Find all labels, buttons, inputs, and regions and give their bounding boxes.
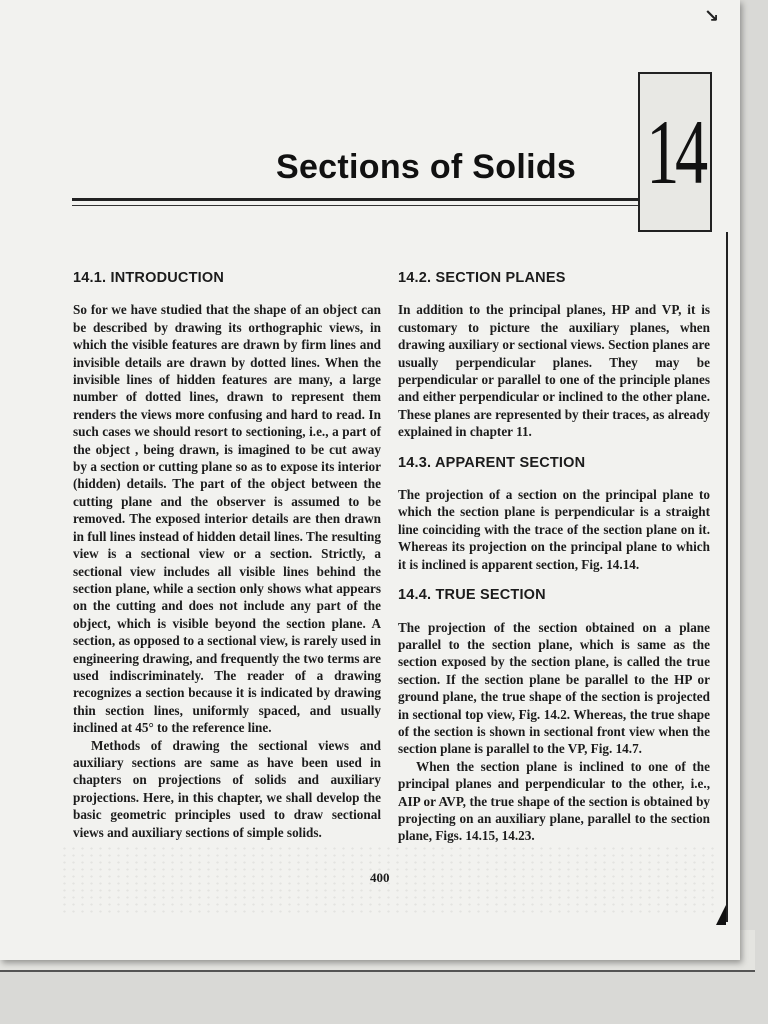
title-rule-thick (72, 198, 638, 201)
true-section-text-2: When the section plane is inclined to one of the principal planes and perpendicular to the other, i.e., AIP or AVP, the true shape of the section is obtained by projecting on an auxiliary plane, parallel to the section plane, Figs. 14.15, 14.23. (398, 758, 710, 844)
right-column (398, 270, 710, 845)
true-section-text-1: The projection of the section obtained on a plane parallel to the section plane, which is same as the section exposed by the section plane, is called the true section. If the section plane be parallel to the HP or ground plane, the true shape of the section is projected in sectional top view, Fig. 14.2. Whereas, the true shape of the section is shown in sectional front view when the section plane is parallel to the VP, Fig. 14.7. (398, 619, 710, 757)
introduction-paragraph-2: Methods of drawing the sectional views and auxiliary sections are same as have been used in chapters on projections of solids and auxiliary projections. Here, in this chapter, we shall develop the basic geometric principles used to draw sectional views and auxiliary sections of simple solids. (73, 737, 381, 840)
print-speckle (60, 845, 720, 915)
introduction-heading: 14.1. INTRODUCTION (73, 270, 225, 286)
corner-fold-mark: ↘ (704, 6, 720, 27)
true-section-heading: 14.4. TRUE SECTION (398, 587, 546, 604)
true-section-body (398, 619, 710, 845)
chapter-number: 14 (646, 101, 704, 203)
section-planes-text: In addition to the principal planes, HP and VP, it is customary to picture the auxiliary planes, when drawing auxiliary or sectional views. Section planes are usually perpendicular planes. They may be perpendicular or parallel to one of the principle planes and either perpendicular or inclined to the other plane. These planes are represented by their traces, as already explained in chapter 11. (398, 302, 710, 440)
introduction-paragraph-1: So for we have studied that the shape of an object can be described by drawing its orthographic views, in which the visible features are drawn by firm lines and invisible details are drawn by dotted lines. When the invisible lines of hidden features are many, a large number of dotted lines, drawn to represent them renders the views more confusing and hard to read. In such cases we should resort to sectioning, i.e., a part of the object , being drawn, is imagined to be cut away by a section or cutting plane so as to expose its interior (hidden) details. The part of the object between the cutting plane and the observer is assumed to be removed. The exposed interior details are then drawn in full lines instead of hidden detail lines. The resulting view is a sectional view or a section. Strictly, a sectional view includes all visible lines behind the section plane, while a section only shows what appears on the cutting and does not include any part of the object, which is visible beyond the section plane. A section, as opposed to a sectional view, is rarely used in engineering drawing, and frequently the two terms are used indiscriminately. The reader of a drawing recognizes a section because it is indicated by drawing thin section lines, uniformly spaced, and usually inclined at 45° to the reference line. (73, 302, 381, 736)
chapter-number-box (638, 72, 712, 232)
apparent-section-heading: 14.3. APPARENT SECTION (398, 454, 586, 471)
title-rule-thin (72, 205, 638, 206)
left-column (73, 270, 381, 841)
page-number: 400 (370, 870, 390, 885)
apparent-section-text: The projection of a section on the principal plane to which the section plane is perpendicular is a straight line coinciding with the trace of the section plane on it. Whereas its projection on the principal plane to which it is inclined is apparent section, Fig. 14.14. (398, 487, 710, 572)
margin-rule (726, 232, 728, 922)
chapter-title: Sections of Solids (276, 148, 577, 186)
section-planes-heading: 14.2. SECTION PLANES (398, 270, 566, 286)
